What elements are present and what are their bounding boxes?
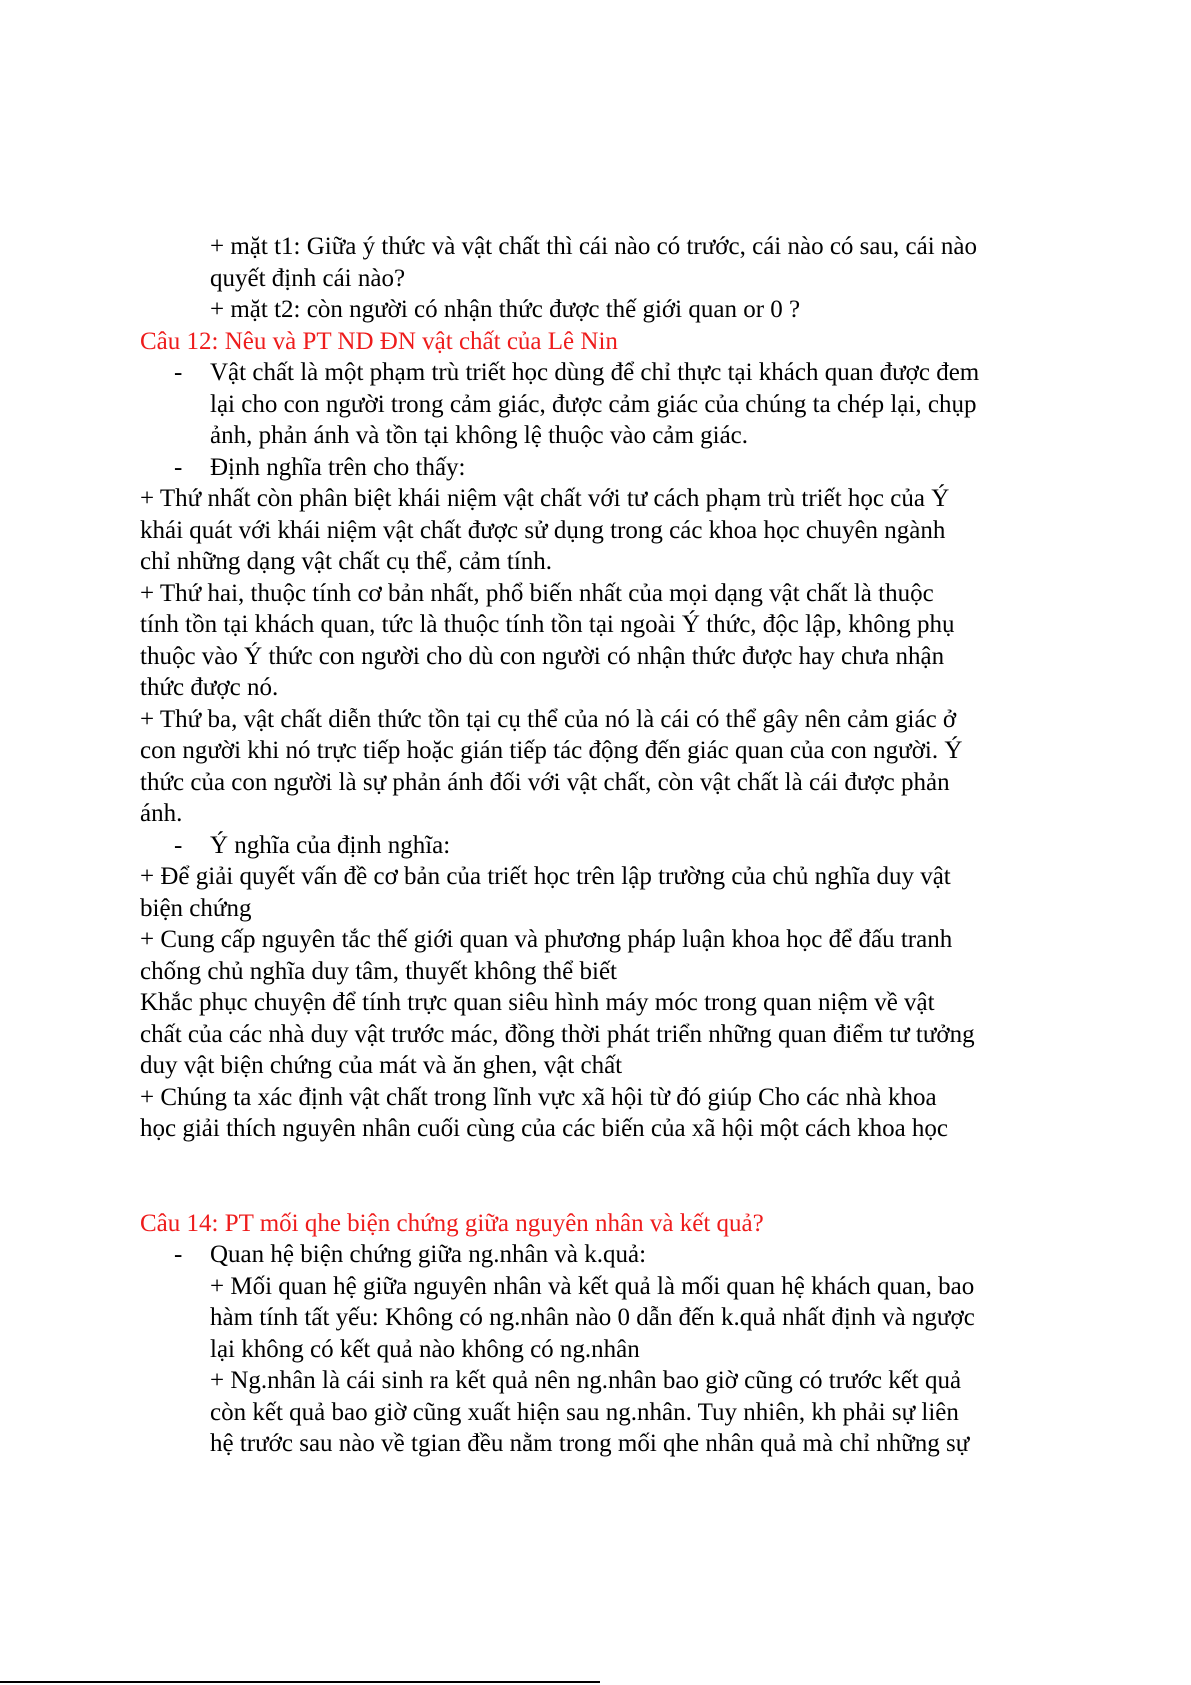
q12-shows-line: con người khi nó trực tiếp hoặc gián tiếp tác động đến giác quan của con người. Ý — [140, 737, 963, 764]
q12-meaning-line: chống chủ nghĩa duy tâm, thuyết không thể biết — [140, 957, 617, 985]
section-spacer — [140, 1145, 1060, 1208]
q14-relation-label: Quan hệ biện chứng giữa ng.nhân và k.quả: — [210, 1241, 647, 1268]
q12-shows-line: thức được nó. — [140, 674, 279, 701]
q12-shows-line: + Thứ hai, thuộc tính cơ bản nhất, phổ biến nhất của mọi dạng vật chất là thuộc — [140, 579, 934, 607]
q12-shows-line: tính tồn tại khách quan, tức là thuộc tính tồn tại ngoài Ý thức, độc lập, không phụ — [140, 611, 955, 638]
q14-relation-line: + Ng.nhân là cái sinh ra kết quả nên ng.nhân bao giờ cũng có trước kết quả — [210, 1367, 962, 1394]
q12-shows-line: khái quát với khái niệm vật chất được sử dụng trong các khoa học chuyên ngành — [140, 516, 946, 544]
mat-t2-line: + mặt t2: còn người có nhận thức được thế giới quan or 0 ? — [210, 296, 801, 323]
bullet-dash-icon: - — [174, 831, 183, 859]
q12-meaning-bullet — [140, 830, 1060, 862]
q12-meaning-line: học giải thích nguyên nhân cuối cùng của các biến của xã hội một cách khoa học — [140, 1115, 949, 1142]
q12-meaning-label: Ý nghĩa của định nghĩa: — [210, 831, 451, 859]
q12-shows-line: ánh. — [140, 800, 183, 827]
q12-definition-line: Vật chất là một phạm trù triết học dùng để chỉ thực tại khách quan được đem — [210, 359, 980, 386]
q12-meaning-line: chất của các nhà duy vật trước mác, đồng thời phát triển những quan điểm tư tưởng — [140, 1020, 975, 1048]
q12-shows-label: Định nghĩa trên cho thấy: — [210, 453, 466, 481]
footer-divider — [0, 1681, 600, 1683]
mat-t1-line-2: quyết định cái nào? — [210, 264, 406, 292]
q12-shows-line: + Thứ nhất còn phân biệt khái niệm vật chất với tư cách phạm trù triết học của Ý — [140, 485, 950, 512]
q14-relation-line: hệ trước sau nào về tgian đều nằm trong mối qhe nhân quả mà chỉ những sự — [210, 1430, 970, 1457]
q12-definition-line: lại cho con người trong cảm giác, được cảm giác của chúng ta chép lại, chụp — [210, 390, 977, 418]
q12-meaning-line: duy vật biện chứng của mát và ăn ghen, vật chất — [140, 1052, 623, 1079]
q12-meaning-line: + Để giải quyết vấn đề cơ bản của triết học trên lập trường của chủ nghĩa duy vật — [140, 863, 951, 890]
bullet-dash-icon: - — [174, 1241, 183, 1268]
q14-relation-line: + Mối quan hệ giữa nguyên nhân và kết quả là mối quan hệ khách quan, bao — [210, 1272, 975, 1300]
q12-meaning-line: + Chúng ta xác định vật chất trong lĩnh vực xã hội từ đó giúp Cho các nhà khoa — [140, 1083, 937, 1111]
q14-relation-line: hàm tính tất yếu: Không có ng.nhân nào 0 dẫn đến k.quả nhất định và ngược — [210, 1304, 975, 1331]
q12-shows-line: + Thứ ba, vật chất diễn thức tồn tại cụ thể của nó là cái có thể gây nên cảm giác ở — [140, 705, 957, 733]
q12-definition-bullet — [140, 357, 1060, 452]
question-12-heading: Câu 12: Nêu và PT ND ĐN vật chất của Lê Nin — [140, 327, 618, 355]
q12-shows-line: chỉ những dạng vật chất cụ thể, cảm tính. — [140, 548, 553, 575]
q14-relation-line: lại không có kết quả nào không có ng.nhân — [210, 1335, 640, 1363]
q12-meaning-line: biện chứng — [140, 894, 252, 922]
q12-shows-bullet — [140, 452, 1060, 484]
q14-relation-line: còn kết quả bao giờ cũng xuất hiện sau ng.nhân. Tuy nhiên, kh phải sự liên — [210, 1398, 959, 1426]
q12-shows-line: thuộc vào Ý thức con người cho dù con người có nhận thức được hay chưa nhận — [140, 642, 945, 670]
bullet-dash-icon: - — [174, 453, 183, 481]
question-14-heading: Câu 14: PT mối qhe biện chứng giữa nguyên nhân và kết quả? — [140, 1209, 764, 1237]
q12-meaning-line: Khắc phục chuyện để tính trực quan siêu hình máy móc trong quan niệm về vật — [140, 989, 935, 1016]
mat-t1-line-1: + mặt t1: Giữa ý thức và vật chất thì cái nào có trước, cái nào có sau, cái nào — [210, 233, 977, 260]
q12-definition-line: ảnh, phản ánh và tồn tại không lệ thuộc vào cảm giác. — [210, 422, 749, 449]
q14-relation-bullet — [140, 1239, 1060, 1460]
document-body — [140, 231, 1060, 1460]
q12-meaning-line: + Cung cấp nguyên tắc thế giới quan và phương pháp luận khoa học để đấu tranh — [140, 926, 953, 953]
q12-shows-line: thức của con người là sự phản ánh đối với vật chất, còn vật chất là cái được phản — [140, 768, 950, 796]
bullet-dash-icon: - — [174, 359, 183, 386]
